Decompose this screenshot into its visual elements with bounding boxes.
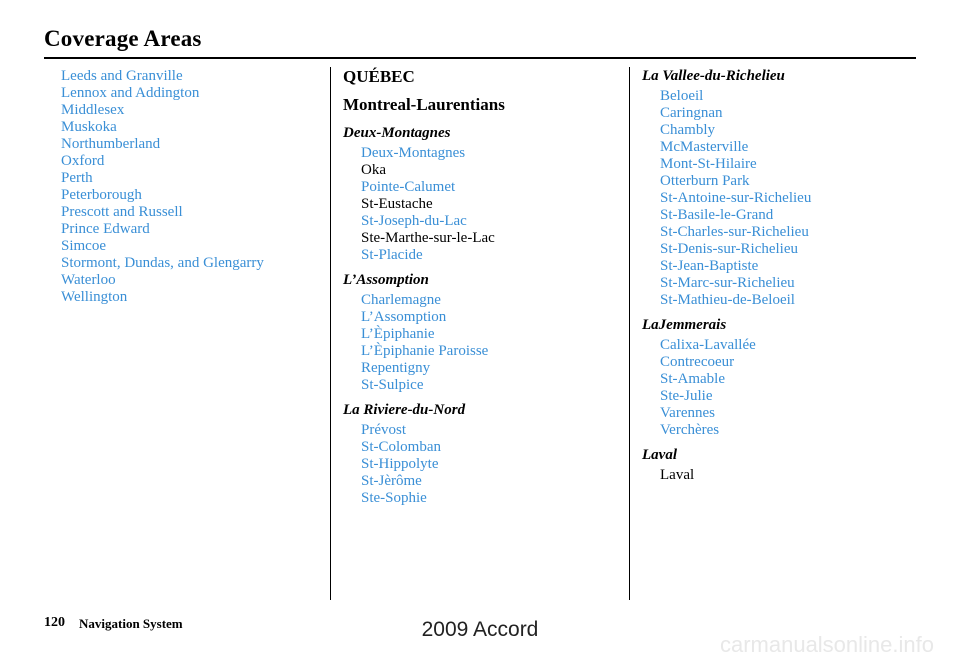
province-heading: QUÉBEC — [343, 67, 415, 86]
list-item[interactable]: Prince Edward — [61, 221, 150, 237]
list-item[interactable]: Ste-Julie — [660, 388, 713, 404]
list-item[interactable]: Middlesex — [61, 102, 125, 118]
group-heading-lajemmerais: LaJemmerais — [642, 317, 727, 333]
quebec-list-middle — [343, 68, 505, 507]
list-item[interactable]: St-Jèrôme — [361, 473, 422, 489]
list-item[interactable]: Waterloo — [61, 272, 116, 288]
list-item: Laval — [660, 467, 695, 483]
list-item[interactable]: St-Jean-Baptiste — [660, 258, 759, 274]
group-heading-vallee-du-richelieu: La Vallee-du-Richelieu — [642, 68, 785, 84]
list-item[interactable]: Repentigny — [361, 360, 431, 376]
list-item[interactable]: Mont-St-Hilaire — [660, 156, 757, 172]
list-item[interactable]: Oxford — [61, 153, 105, 169]
group-list-vallee-du-richelieu — [642, 88, 811, 309]
group-list-laval — [642, 467, 811, 484]
list-item: Oka — [361, 162, 386, 178]
list-item[interactable]: Northumberland — [61, 136, 161, 152]
group-list-lajemmerais — [642, 337, 811, 439]
list-item[interactable]: Ste-Sophie — [361, 490, 427, 506]
list-item[interactable]: L’Èpiphanie Paroisse — [361, 343, 489, 359]
list-item[interactable]: Leeds and Granville — [61, 68, 183, 84]
page-number: 120 — [44, 615, 65, 630]
page-title: Coverage Areas — [44, 26, 202, 51]
list-item[interactable]: Prévost — [361, 422, 406, 438]
list-item: St-Eustache — [361, 196, 433, 212]
list-item[interactable]: Deux-Montagnes — [361, 145, 466, 161]
list-item[interactable]: Lennox and Addington — [61, 85, 200, 101]
group-list-lassomption — [343, 292, 505, 394]
column-divider — [629, 67, 630, 600]
list-item[interactable]: Pointe-Calumet — [361, 179, 456, 195]
ontario-list — [61, 68, 264, 306]
list-item[interactable]: McMasterville — [660, 139, 749, 155]
group-list-deux-montagnes — [343, 145, 505, 264]
list-item[interactable]: Perth — [61, 170, 93, 186]
list-item[interactable]: Charlemagne — [361, 292, 441, 308]
list-item[interactable]: St-Denis-sur-Richelieu — [660, 241, 799, 257]
list-item[interactable]: St-Placide — [361, 247, 423, 263]
list-item[interactable]: Stormont, Dundas, and Glengarry — [61, 255, 264, 271]
list-item[interactable]: St-Amable — [660, 371, 725, 387]
title-divider — [44, 57, 916, 59]
list-item[interactable]: Contrecoeur — [660, 354, 735, 370]
list-item[interactable]: St-Colomban — [361, 439, 442, 455]
list-item[interactable]: Peterborough — [61, 187, 142, 203]
list-item[interactable]: Simcoe — [61, 238, 106, 254]
list-item[interactable]: St-Charles-sur-Richelieu — [660, 224, 809, 240]
list-item[interactable]: Beloeil — [660, 88, 704, 104]
list-item[interactable]: Calixa-Lavallée — [660, 337, 756, 353]
list-item[interactable]: St-Hippolyte — [361, 456, 439, 472]
group-heading-riviere-du-nord: La Riviere-du-Nord — [343, 402, 466, 418]
section-name: Navigation System — [79, 616, 183, 631]
list-item[interactable]: St-Mathieu-de-Beloeil — [660, 292, 795, 308]
site-watermark: carmanualsonline.info — [719, 632, 934, 657]
list-item[interactable]: St-Basile-le-Grand — [660, 207, 774, 223]
group-heading-laval: Laval — [642, 447, 677, 463]
list-item[interactable]: Otterburn Park — [660, 173, 750, 189]
region-heading: Montreal-Laurentians — [343, 95, 505, 114]
list-item[interactable]: Prescott and Russell — [61, 204, 183, 220]
list-item[interactable]: Chambly — [660, 122, 715, 138]
list-item[interactable]: St-Antoine-sur-Richelieu — [660, 190, 812, 206]
list-item[interactable]: L’Èpiphanie — [361, 326, 435, 342]
column-divider — [330, 67, 331, 600]
list-item[interactable]: St-Joseph-du-Lac — [361, 213, 467, 229]
quebec-list-right — [642, 68, 811, 484]
model-watermark: 2009 Accord — [421, 618, 539, 641]
group-list-riviere-du-nord — [343, 422, 505, 507]
list-item[interactable]: St-Sulpice — [361, 377, 424, 393]
list-item: Ste-Marthe-sur-le-Lac — [361, 230, 495, 246]
list-item[interactable]: Wellington — [61, 289, 128, 305]
list-item[interactable]: Varennes — [660, 405, 715, 421]
list-item[interactable]: L’Assomption — [361, 309, 447, 325]
list-item[interactable]: Verchères — [660, 422, 720, 438]
group-heading-deux-montagnes: Deux-Montagnes — [343, 125, 451, 141]
list-item[interactable]: Muskoka — [61, 119, 117, 135]
group-heading-lassomption: L’Assomption — [343, 272, 429, 288]
list-item[interactable]: St-Marc-sur-Richelieu — [660, 275, 795, 291]
list-item[interactable]: Caringnan — [660, 105, 723, 121]
